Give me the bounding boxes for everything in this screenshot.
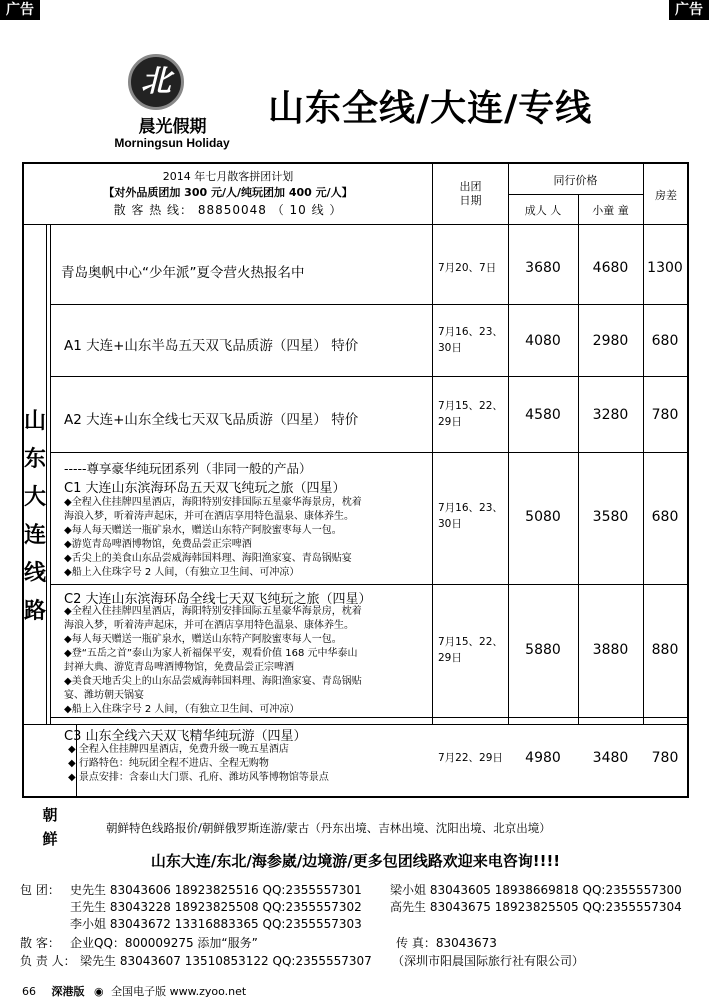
headline: 山东全线/大连/专线	[268, 88, 593, 129]
price-column-header: 同行价格	[553, 174, 598, 187]
side-label-char: 路	[24, 599, 47, 624]
room-difference: 880	[651, 642, 679, 658]
side-label-char: 线	[24, 561, 47, 586]
company-name: （深圳市阳晨国际旅行社有限公司）	[392, 954, 585, 968]
tour-title: C2 大连山东滨海环岛全线七天双飞纯玩之旅（四星）	[64, 592, 372, 607]
retail-label: 散 客：	[20, 936, 60, 950]
price-table	[22, 162, 689, 848]
tour-highlights	[64, 605, 362, 717]
adult-price: 5880	[525, 642, 561, 658]
tour-dates: 7月15、22、 29日	[438, 400, 503, 428]
tour-highlights	[68, 743, 329, 785]
adult-price: 3680	[525, 260, 561, 276]
korea-routes: 朝鲜特色线路报价/朝鲜俄罗斯连游/蒙古（丹东出境、吉林出境、沈阳出境、北京出境）	[106, 821, 551, 835]
tour-dates: 7月16、23、 30日	[438, 326, 503, 354]
page-footer	[22, 983, 246, 999]
child-price: 3480	[592, 750, 629, 766]
highlight-item: ◆船上入住珠字号 2 人间，（有独立卫生间、可冲凉）	[64, 567, 300, 578]
side-label-shandong-dalian	[24, 404, 46, 632]
highlight-item: ◆全程入住挂牌四星酒店，海阳特别安排国际五星豪华海景房，枕着	[64, 497, 362, 508]
child-price: 3880	[592, 642, 629, 658]
logo	[110, 50, 240, 160]
manager-contact: 梁先生 83043607 13510853122 QQ:2355557307	[80, 954, 372, 968]
tour-dates: 7月15、22、 29日	[438, 636, 503, 664]
adult-price: 5080	[525, 509, 561, 525]
logo-english-name: Morningsun Holiday	[114, 136, 230, 150]
logo-chinese-name: 晨光假期	[138, 117, 207, 137]
side-label-char: 东	[24, 447, 47, 472]
highlight-item: 海浪入梦，听着涛声起床，并可在酒店享用特色温泉、康体养生。	[64, 620, 354, 631]
highlight-item: ◆登“五岳之首”泰山为家人祈福保平安，观看价值 168 元中华泰山	[64, 648, 358, 659]
hotline: 散 客 热 线： 88850048 （ 10 线 ）	[113, 203, 343, 217]
series-intro: -----尊享豪华纯玩团系列（非同一般的产品）	[64, 461, 312, 476]
tour-dates: 7月16、23、 30日	[438, 502, 503, 530]
plan-note: 【对外品质团加 300 元/人/纯玩团加 400 元/人】	[103, 186, 353, 199]
tour-dates: 7月20、7日	[438, 262, 497, 274]
contact-line: 高先生 83043675 18923825505 QQ:2355557304	[390, 900, 682, 914]
edition: 深港版	[51, 985, 85, 998]
room-difference: 1300	[647, 260, 683, 276]
contact-line: 王先生 83043228 18923825508 QQ:2355557302	[70, 900, 362, 914]
highlight-item: 海浪入梦，听着涛声起床，并可在酒店享用特色温泉、康体养生。	[64, 511, 354, 522]
logo-emblem: 北	[128, 54, 184, 110]
highlight-item: ◆ 景点安排：含泰山大门票、孔府、潍坊风筝博物馆等景点	[68, 772, 329, 783]
tour-highlights	[64, 496, 362, 580]
ad-label-left: 广告	[0, 0, 40, 20]
contact-line: 梁小姐 83043605 18938669818 QQ:2355557300	[390, 883, 682, 897]
side-label-char: 山	[24, 409, 47, 434]
child-price: 2980	[592, 333, 629, 349]
adult-price: 4580	[525, 407, 561, 423]
adult-price: 4080	[525, 333, 561, 349]
child-column-header: 小童 童	[592, 204, 629, 217]
highlight-item: ◆船上入住珠字号 2 人间，（有独立卫生间、可冲凉）	[64, 704, 300, 715]
room-difference: 780	[651, 407, 679, 423]
fax: 传 真：83043673	[396, 936, 497, 950]
highlight-item: ◆美食天地舌尖上的山东品尝威海韩国料理、海阳渔家宴、青岛锅贴	[64, 676, 362, 687]
adult-column-header: 成人 人	[524, 204, 562, 217]
adult-price: 4980	[525, 750, 561, 766]
highlight-item: 宴、潍坊朝天锅宴	[64, 690, 144, 701]
korea-label: 鲜	[42, 830, 58, 848]
highlight-item: ◆游览青岛啤酒博物馆，免费品尝正宗啤酒	[64, 539, 252, 550]
highlight-item: ◆ 行路特色：纯玩团全程不进店、全程无购物	[68, 758, 269, 769]
side-label-char: 大	[24, 485, 47, 510]
room-difference: 780	[651, 750, 679, 766]
room-column-header: 房差	[655, 189, 677, 202]
tour-title: 青岛奥帆中心“少年派”夏令营火热报名中	[61, 265, 305, 281]
child-price: 3280	[592, 407, 629, 423]
manager-label: 负 责 人：	[20, 954, 76, 968]
tour-title: C1 大连山东滨海环岛五天双飞纯玩之旅（四星）	[64, 481, 346, 496]
child-price: 4680	[592, 260, 629, 276]
highlight-item: ◆每人每天赠送一瓶矿泉水，赠送山东特产阿胶蜜枣每人一包。	[64, 634, 342, 645]
consultation-banner: 山东大连/东北/海参崴/边境游/更多包团线路欢迎来电咨询!!!!	[150, 852, 561, 870]
retail-contact: 企业QQ：800009275 添加“服务”	[70, 936, 258, 950]
korea-label: 朝	[42, 806, 58, 824]
tour-title: A2 大连+山东全线七天双飞品质游（四星） 特价	[64, 412, 359, 428]
child-price: 3580	[592, 509, 629, 525]
highlight-item: ◆ 全程入住挂牌四星酒店，免费升级一晚五星酒店	[68, 744, 289, 755]
tour-title: C3 山东全线六天双飞精华纯玩游（四星）	[64, 729, 307, 744]
tour-dates: 7月22、29日	[438, 752, 503, 764]
room-difference: 680	[651, 509, 679, 525]
plan-title: 2014 年七月散客拼团计划	[162, 170, 294, 183]
website: 全国电子版 www.zyoo.net	[111, 985, 247, 998]
page-number: 66	[22, 985, 36, 998]
date-column-header: 出团 日期	[459, 180, 482, 207]
ad-label-right: 广告	[669, 0, 709, 20]
side-label-char: 连	[24, 523, 47, 548]
highlight-item: ◆全程入住挂牌四星酒店，海阳特别安排国际五星豪华海景房，枕着	[64, 606, 362, 617]
group-label: 包 团：	[20, 883, 60, 897]
highlight-item: ◆每人每天赠送一瓶矿泉水，赠送山东特产阿胶蜜枣每人一包。	[64, 525, 342, 536]
highlight-item: 封禅大典、游览青岛啤酒博物馆，免费品尝正宗啤酒	[64, 662, 294, 673]
contact-line: 史先生 83043606 18923825516 QQ:2355557301	[70, 883, 362, 897]
tour-title: A1 大连+山东半岛五天双飞品质游（四星） 特价	[64, 338, 359, 354]
globe-icon: ◉	[94, 985, 104, 998]
room-difference: 680	[651, 333, 679, 349]
contact-line: 李小姐 83043672 13316883365 QQ:2355557303	[70, 917, 362, 931]
highlight-item: ◆舌尖上的美食山东品尝威海韩国料理、海阳渔家宴、青岛锅贴宴	[64, 553, 352, 564]
